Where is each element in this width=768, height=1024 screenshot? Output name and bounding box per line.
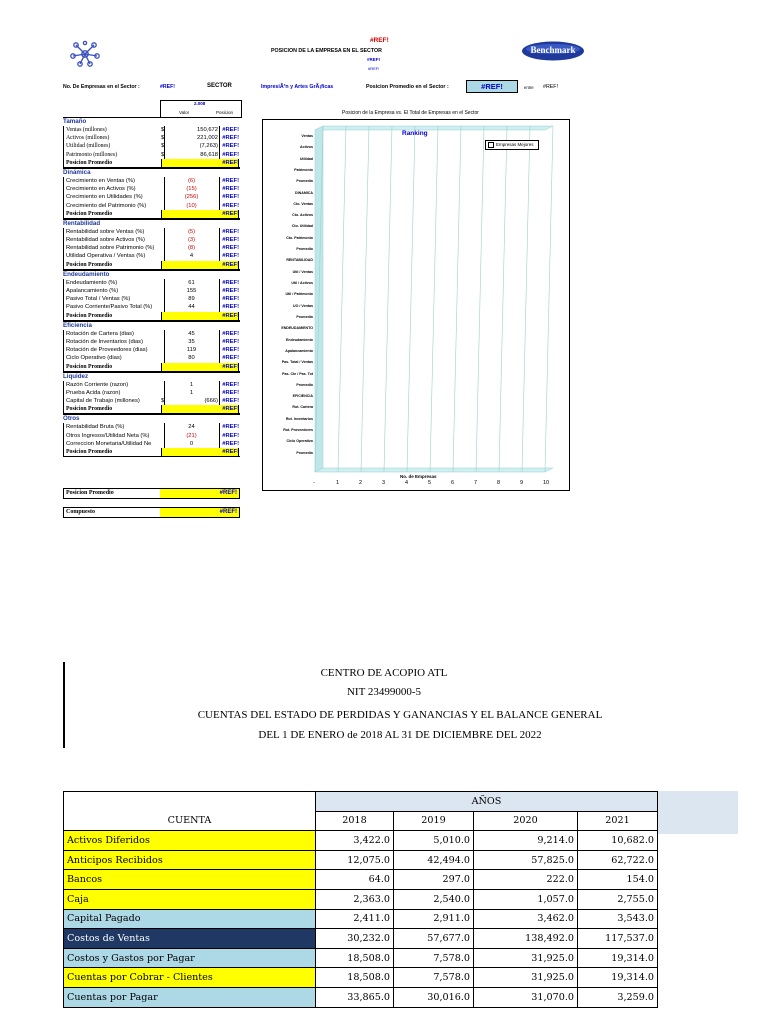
promedio-label: Posicion Promedio xyxy=(66,210,113,217)
gridline xyxy=(384,126,392,472)
x-tick-label: 9 xyxy=(520,480,524,486)
x-tick-label: 8 xyxy=(497,480,501,486)
promedio-position: #REF! xyxy=(222,312,239,319)
metric-row xyxy=(63,338,240,346)
account-value: 62,722.0 xyxy=(578,850,658,870)
metric-value: (7,263) xyxy=(164,142,220,150)
total-promedio-label: Posicion Promedio xyxy=(66,490,114,496)
benchmark-label: Benchmark xyxy=(530,45,576,55)
metric-value: 24 xyxy=(164,423,220,431)
metric-row xyxy=(63,397,240,405)
sector-value: ImpresiÃ³n y Artes GrÃ¡ficas xyxy=(261,84,334,90)
account-name: Caja xyxy=(64,889,316,909)
account-row xyxy=(64,968,658,988)
molecule-icon xyxy=(68,40,102,68)
category-label: Promedio xyxy=(296,450,313,455)
metric-position: #REF! xyxy=(222,245,239,252)
metric-position: #REF! xyxy=(222,253,239,260)
metric-position: #REF! xyxy=(222,424,239,431)
category-label: Promedio xyxy=(296,247,313,252)
metric-label: Crecimiento en Activos (%) xyxy=(66,186,136,193)
promedio-position: #REF! xyxy=(222,449,239,455)
category-label: UO / Ventas xyxy=(293,303,313,308)
category-label: Pas. Cte / Pas. Tot xyxy=(282,371,313,376)
x-tick-label: 6 xyxy=(451,480,455,486)
section-promedio-row xyxy=(63,261,240,270)
metric-label: Rentabilidad sobre Patrimonio (%) xyxy=(66,245,155,252)
account-name: Costos de Ventas xyxy=(64,929,316,949)
metric-position: #REF! xyxy=(222,338,239,345)
account-value: 12,075.0 xyxy=(316,850,394,870)
metric-label: Rentabilidad sobre Ventas (%) xyxy=(66,228,145,235)
accounts-table xyxy=(63,791,658,1008)
category-label: Util / Patrimonio xyxy=(285,292,313,297)
currency-sign: $ xyxy=(161,398,165,405)
account-value: 57,677.0 xyxy=(394,929,474,949)
account-value: 42,494.0 xyxy=(394,850,474,870)
doc-company: CENTRO DE ACOPIO ATL xyxy=(320,667,448,679)
account-header: CUENTA xyxy=(64,811,316,831)
account-row xyxy=(64,987,658,1007)
account-value: 9,214.0 xyxy=(474,831,578,851)
metric-position: #REF! xyxy=(222,398,239,405)
metric-label: Patrimonio (millones) xyxy=(66,151,118,158)
metric-row xyxy=(63,423,240,431)
chart-top-wall xyxy=(315,126,553,130)
metric-row xyxy=(63,244,240,252)
account-value: 2,755.0 xyxy=(578,889,658,909)
metric-row xyxy=(63,381,240,389)
account-value: 30,016.0 xyxy=(394,987,474,1007)
posicion-label: Posicion Promedio en el Sector : xyxy=(366,84,449,90)
metric-value: 4 xyxy=(164,252,220,260)
promedio-position: #REF! xyxy=(222,210,239,217)
promedio-label: Posicion Promedio xyxy=(66,312,113,319)
metric-value: 80 xyxy=(164,354,220,362)
section-title: Endeudamiento xyxy=(63,270,240,279)
metric-row xyxy=(63,287,240,295)
x-tick-label: 3 xyxy=(382,480,386,486)
metric-value: 86,618 xyxy=(164,151,220,159)
metric-value: (6) xyxy=(164,177,220,185)
metric-position: #REF! xyxy=(222,135,239,142)
metric-label: Otros Ingresos/Utilidad Neta (%) xyxy=(66,432,150,439)
metric-label: Razón Corriente (razon) xyxy=(66,381,129,388)
account-row xyxy=(64,870,658,890)
promedio-position: #REF! xyxy=(222,363,239,370)
gridline xyxy=(453,126,461,472)
metric-row xyxy=(63,177,240,185)
account-value: 3,422.0 xyxy=(316,831,394,851)
section-title: Otros xyxy=(63,414,240,423)
metric-value: (15) xyxy=(164,185,220,193)
compuesto-box xyxy=(63,507,240,518)
metric-position: #REF! xyxy=(222,304,239,311)
metric-row xyxy=(63,295,240,303)
section-promedio-row xyxy=(63,363,240,372)
account-value: 138,492.0 xyxy=(474,929,578,949)
category-label: Promedio xyxy=(296,314,313,319)
empresas-label: No. De Empresas en el Sector : xyxy=(63,84,140,90)
currency-sign: $ xyxy=(161,127,165,133)
account-value: 57,825.0 xyxy=(474,850,578,870)
legend-swatch xyxy=(488,142,494,148)
account-value: 3,259.0 xyxy=(578,987,658,1007)
metric-label: Rotación de Proveedores (dias) xyxy=(66,347,148,354)
metric-value: (5) xyxy=(164,228,220,236)
account-value: 18,508.0 xyxy=(316,948,394,968)
metric-label: Ventas (millones) xyxy=(66,127,107,133)
metric-label: Crecimiento en Utilidades (%) xyxy=(66,194,143,201)
category-label: Util / Ventas xyxy=(292,269,313,274)
metric-label: Correccion Monetaria/Utilidad Ne xyxy=(66,440,152,447)
sheet-header-box xyxy=(160,100,242,118)
metric-row xyxy=(63,151,240,159)
account-value: 7,578.0 xyxy=(394,968,474,988)
account-value: 2,911.0 xyxy=(394,909,474,929)
molecule-logo xyxy=(68,40,102,68)
account-value: 297.0 xyxy=(394,870,474,890)
legend-label: Empresas Mejores xyxy=(496,142,534,147)
section-promedio-row xyxy=(63,159,240,168)
ref-top: #REF! xyxy=(370,37,389,44)
doc-heading: CUENTAS DEL ESTADO DE PERDIDAS Y GANANCIAS Y EL BALANCE GENERAL xyxy=(197,709,603,721)
chart-title: Posicion de la Empresa vs. El Total de Empresas en el Sector xyxy=(342,110,479,116)
benchmark-logo xyxy=(520,40,586,62)
sector-label: SECTOR xyxy=(207,83,232,89)
entre-value: #REF! xyxy=(543,84,559,90)
metric-label: Utilidad (millones) xyxy=(66,143,111,150)
account-value: 31,070.0 xyxy=(474,987,578,1007)
metric-row xyxy=(63,228,240,236)
metric-label: Endeudamiento (%) xyxy=(66,279,118,286)
ref-sub2: #REF! xyxy=(368,66,380,71)
account-name: Cuentas por Cobrar - Clientes xyxy=(64,968,316,988)
account-value: 19,314.0 xyxy=(578,968,658,988)
posicion-box xyxy=(466,80,518,93)
x-tick-label: - xyxy=(313,480,315,486)
account-value: 2,540.0 xyxy=(394,889,474,909)
metric-position: #REF! xyxy=(222,228,239,235)
promedio-position: #REF! xyxy=(222,159,239,166)
section-title: Rentabilidad xyxy=(63,219,240,228)
gridline xyxy=(522,126,530,472)
metric-row xyxy=(63,142,240,150)
promedio-label: Posicion Promedio xyxy=(66,449,113,455)
x-tick-label: 10 xyxy=(543,480,550,486)
account-name: Bancos xyxy=(64,870,316,890)
account-value: 3,543.0 xyxy=(578,909,658,929)
metric-value: (10) xyxy=(164,202,220,210)
account-name: Cuentas por Pagar xyxy=(64,987,316,1007)
category-label: Endeudamiento xyxy=(286,337,313,342)
account-value: 30,232.0 xyxy=(316,929,394,949)
page-title: POSICION DE LA EMPRESA EN EL SECTOR xyxy=(271,48,382,54)
account-value: 222.0 xyxy=(474,870,578,890)
doc-period: DEL 1 DE ENERO de 2018 AL 31 DE DICIEMBRE DEL 2022 xyxy=(258,729,542,741)
account-name: Activos Diferidos xyxy=(64,831,316,851)
section-promedio-row xyxy=(63,405,240,414)
ranking-chart xyxy=(262,119,570,491)
account-row xyxy=(64,948,658,968)
metric-position: #REF! xyxy=(222,143,239,150)
category-label: Activos xyxy=(300,145,313,150)
currency-sign: $ xyxy=(161,143,165,150)
category-label: Cto. Patrimonio xyxy=(286,235,313,240)
empresas-value: #REF! xyxy=(160,84,175,90)
account-value: 1,057.0 xyxy=(474,889,578,909)
metric-value: (8) xyxy=(164,244,220,252)
year-header: 2020 xyxy=(474,811,578,831)
metric-value: (21) xyxy=(164,432,220,440)
category-label: RENTABILIDAD xyxy=(286,258,313,263)
account-value: 31,925.0 xyxy=(474,948,578,968)
metric-row xyxy=(63,389,240,397)
chart-floor xyxy=(315,468,553,472)
metric-position: #REF! xyxy=(222,279,239,286)
promedio-position: #REF! xyxy=(222,261,239,268)
metric-value: 45 xyxy=(164,330,220,338)
ref-sub1: #REF! xyxy=(367,57,381,62)
account-value: 31,925.0 xyxy=(474,968,578,988)
account-name: Anticipos Recibidos xyxy=(64,850,316,870)
total-promedio-box xyxy=(63,488,240,499)
gridline xyxy=(361,126,369,472)
category-label: Rot. Proveedores xyxy=(283,428,313,433)
metric-label: Capital de Trabajo (millones) xyxy=(66,398,140,405)
metric-label: Rotación de Cartera (dias) xyxy=(66,330,134,337)
account-row xyxy=(64,831,658,851)
promedio-position: #REF! xyxy=(222,406,239,413)
metric-value: 1 xyxy=(164,389,220,397)
account-value: 10,682.0 xyxy=(578,831,658,851)
metric-label: Pasivo Total / Ventas (%) xyxy=(66,296,131,303)
x-tick-label: 1 xyxy=(336,480,340,486)
account-value: 7,578.0 xyxy=(394,948,474,968)
x-tick-label: 4 xyxy=(405,480,409,486)
metric-position: #REF! xyxy=(222,127,239,133)
metric-position: #REF! xyxy=(222,151,239,158)
x-tick-label: 5 xyxy=(428,480,432,486)
metric-value: (256) xyxy=(164,193,220,201)
metric-row xyxy=(63,193,240,201)
posicion-value: #REF! xyxy=(481,82,503,91)
metric-position: #REF! xyxy=(222,237,239,244)
section-title: Dinámica xyxy=(63,168,240,177)
category-label: Patrimonio xyxy=(294,167,313,172)
promedio-label: Posicion Promedio xyxy=(66,363,113,370)
category-label: DINAMICA xyxy=(295,190,313,195)
metric-label: Crecimiento del Patrimonio (%) xyxy=(66,202,147,209)
metric-value: 1 xyxy=(164,381,220,389)
metric-position: #REF! xyxy=(222,355,239,362)
metric-row xyxy=(63,440,240,448)
metric-row xyxy=(63,354,240,362)
chart-xlabel: No. de Empresas xyxy=(400,474,437,479)
category-label: Util / Activos xyxy=(291,281,313,286)
years-header-ext xyxy=(658,791,738,834)
account-row xyxy=(64,889,658,909)
metric-position: #REF! xyxy=(222,296,239,303)
category-label: Pas. Total / Ventas xyxy=(281,360,313,365)
metric-row xyxy=(63,126,240,134)
section-promedio-row xyxy=(63,312,240,321)
metric-row xyxy=(63,252,240,260)
category-label: Ciclo Operativo xyxy=(286,439,313,444)
metric-row xyxy=(63,134,240,142)
currency-sign: $ xyxy=(161,151,165,158)
category-label: Cto. Activos xyxy=(292,213,313,218)
metric-row xyxy=(63,346,240,354)
category-label: Cto. Utilidad xyxy=(291,224,313,229)
metric-row xyxy=(63,236,240,244)
category-label: Cto. Ventas xyxy=(293,201,313,206)
metric-position: #REF! xyxy=(222,381,239,388)
section-title: Eficiencia xyxy=(63,321,240,330)
category-label: Ventas xyxy=(301,134,313,138)
metric-row xyxy=(63,303,240,311)
metric-label: Apalancamiento (%) xyxy=(66,288,119,294)
metric-label: Pasivo Corriente/Pasivo Total (%) xyxy=(66,304,153,311)
metric-row xyxy=(63,279,240,287)
account-value: 18,508.0 xyxy=(316,968,394,988)
gridline xyxy=(407,126,415,472)
category-label: Promedio xyxy=(296,382,313,387)
category-label: Promedio xyxy=(296,179,313,184)
account-value: 64.0 xyxy=(316,870,394,890)
metric-value: 221,002 xyxy=(164,134,220,142)
metrics-sheet xyxy=(63,117,240,457)
compuesto-label: Compuesto xyxy=(66,509,96,515)
category-label: ENDEUDAMIENTO xyxy=(281,326,313,331)
years-header: AÑOS xyxy=(316,792,658,812)
header-blank xyxy=(64,792,316,812)
account-value: 3,462.0 xyxy=(474,909,578,929)
total-promedio-ref: #REF! xyxy=(219,490,237,496)
doc-nit: NIT 23499000-5 xyxy=(346,686,422,698)
metric-label: Prueba Acida (razon) xyxy=(66,389,121,396)
chart-legend xyxy=(485,140,539,150)
account-name: Costos y Gastos por Pagar xyxy=(64,948,316,968)
section-promedio-row xyxy=(63,210,240,219)
metric-value: (3) xyxy=(164,236,220,244)
account-value: 2,363.0 xyxy=(316,889,394,909)
x-tick-label: 2 xyxy=(359,480,363,486)
compuesto-ref: #REF! xyxy=(219,509,237,515)
entre-label: entre xyxy=(524,85,534,90)
gridline xyxy=(430,126,438,472)
gridline xyxy=(476,126,484,472)
metric-value: 89 xyxy=(164,295,220,303)
metric-value: 119 xyxy=(164,346,220,354)
account-name: Capital Pagado xyxy=(64,909,316,929)
metric-row xyxy=(63,432,240,440)
category-label: Apalancamiento xyxy=(285,348,313,353)
year-header: 2019 xyxy=(394,811,474,831)
sheet-valor: Valor xyxy=(179,110,190,115)
category-label: EFICIENCIA xyxy=(292,394,313,399)
account-value: 117,537.0 xyxy=(578,929,658,949)
sheet-year: 2.008 xyxy=(194,101,206,106)
metric-value: 155 xyxy=(164,287,220,295)
gridline xyxy=(545,126,553,472)
section-title: Liquidez xyxy=(63,372,240,381)
metric-row xyxy=(63,202,240,210)
gridline xyxy=(499,126,507,472)
category-label: Rot. Inventarios xyxy=(285,416,313,421)
account-row xyxy=(64,850,658,870)
metric-value: 0 xyxy=(164,440,220,448)
account-value: 5,010.0 xyxy=(394,831,474,851)
year-header: 2021 xyxy=(578,811,658,831)
sheet-posicion: Posicion xyxy=(216,110,234,115)
chart-inner-title: Ranking xyxy=(402,130,428,137)
metric-position: #REF! xyxy=(222,347,239,354)
metric-label: Rotación de Inventarios (dias) xyxy=(66,338,144,345)
gridline xyxy=(338,126,346,472)
metric-value: (666) xyxy=(164,397,220,405)
account-value: 154.0 xyxy=(578,870,658,890)
account-value: 33,865.0 xyxy=(316,987,394,1007)
metric-label: Activos (millones) xyxy=(66,135,110,142)
metric-value: 44 xyxy=(164,303,220,311)
metric-position: #REF! xyxy=(222,194,239,201)
metric-value: 150,672 xyxy=(164,126,220,134)
category-label: Utilidad xyxy=(299,156,313,161)
account-value: 2,411.0 xyxy=(316,909,394,929)
metric-row xyxy=(63,185,240,193)
metric-row xyxy=(63,330,240,338)
metric-position: #REF! xyxy=(222,389,239,396)
category-label: Rot. Cartera xyxy=(292,405,313,410)
currency-sign: $ xyxy=(161,135,165,142)
x-tick-label: 7 xyxy=(474,480,478,486)
metric-position: #REF! xyxy=(222,186,239,193)
metric-value: 35 xyxy=(164,338,220,346)
promedio-label: Posicion Promedio xyxy=(66,261,113,268)
metric-position: #REF! xyxy=(222,177,239,184)
metric-label: Rentabilidad Bruta (%) xyxy=(66,424,125,431)
metric-position: #REF! xyxy=(222,440,239,447)
metric-value: 61 xyxy=(164,279,220,287)
metric-position: #REF! xyxy=(222,202,239,209)
metric-position: #REF! xyxy=(222,330,239,337)
account-row xyxy=(64,929,658,949)
metric-position: #REF! xyxy=(222,288,239,294)
metric-label: Ciclo Operativo (dias) xyxy=(66,355,122,362)
account-value: 19,314.0 xyxy=(578,948,658,968)
metric-label: Rentabilidad sobre Activos (%) xyxy=(66,237,145,244)
section-promedio-row xyxy=(63,448,240,457)
account-row xyxy=(64,909,658,929)
metric-label: Crecimiento en Ventas (%) xyxy=(66,177,135,184)
promedio-label: Posicion Promedio xyxy=(66,406,113,413)
promedio-label: Posicion Promedio xyxy=(66,159,113,166)
metric-position: #REF! xyxy=(222,432,239,439)
year-header: 2018 xyxy=(316,811,394,831)
section-title: Tamaño xyxy=(63,117,240,126)
metric-label: Utilidad Operativa / Ventas (%) xyxy=(66,253,146,260)
